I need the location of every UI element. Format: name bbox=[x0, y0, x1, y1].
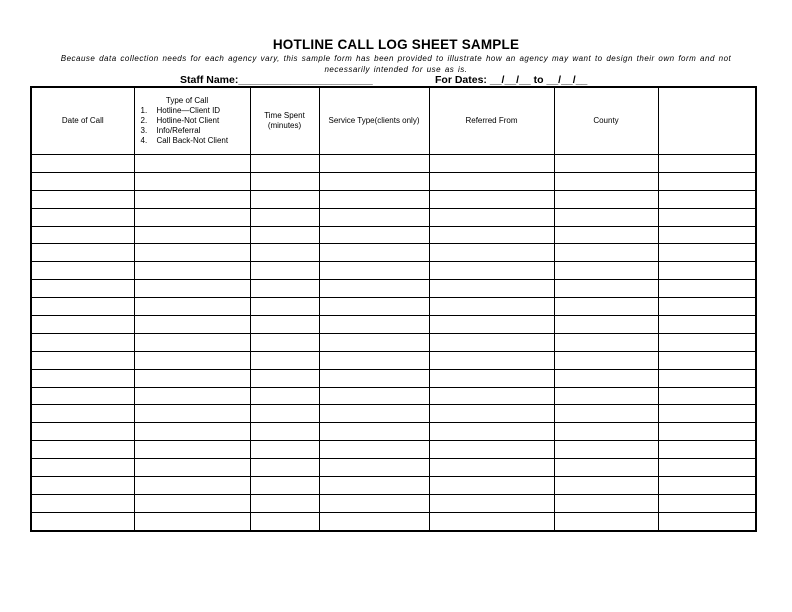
date-cell[interactable] bbox=[31, 172, 134, 190]
service-cell[interactable] bbox=[319, 441, 429, 459]
extra-cell[interactable] bbox=[658, 208, 756, 226]
county-cell[interactable] bbox=[554, 280, 658, 298]
time-cell[interactable] bbox=[250, 441, 319, 459]
extra-cell[interactable] bbox=[658, 190, 756, 208]
referred-cell[interactable] bbox=[429, 208, 554, 226]
type-cell[interactable] bbox=[134, 172, 250, 190]
date-cell[interactable] bbox=[31, 298, 134, 316]
date-cell[interactable] bbox=[31, 423, 134, 441]
referred-cell[interactable] bbox=[429, 477, 554, 495]
table-row bbox=[31, 387, 756, 405]
table-row bbox=[31, 351, 756, 369]
service-cell[interactable] bbox=[319, 459, 429, 477]
date-cell[interactable] bbox=[31, 262, 134, 280]
extra-cell[interactable] bbox=[658, 262, 756, 280]
service-cell[interactable] bbox=[319, 190, 429, 208]
county-cell[interactable] bbox=[554, 512, 658, 530]
type-cell[interactable] bbox=[134, 423, 250, 441]
service-cell[interactable] bbox=[319, 226, 429, 244]
extra-cell[interactable] bbox=[658, 244, 756, 262]
time-cell[interactable] bbox=[250, 459, 319, 477]
date-cell[interactable] bbox=[31, 351, 134, 369]
date-cell[interactable] bbox=[31, 369, 134, 387]
table-row bbox=[31, 155, 756, 173]
table-row bbox=[31, 298, 756, 316]
county-cell[interactable] bbox=[554, 441, 658, 459]
table-row bbox=[31, 494, 756, 512]
type-cell[interactable] bbox=[134, 298, 250, 316]
date-cell[interactable] bbox=[31, 316, 134, 334]
county-cell[interactable] bbox=[554, 351, 658, 369]
time-cell[interactable] bbox=[250, 494, 319, 512]
extra-cell[interactable] bbox=[658, 172, 756, 190]
extra-cell[interactable] bbox=[658, 351, 756, 369]
col-header-type bbox=[134, 87, 250, 155]
county-cell[interactable] bbox=[554, 226, 658, 244]
date-from-blank[interactable]: __/__/__ bbox=[489, 74, 531, 86]
date-cell[interactable] bbox=[31, 459, 134, 477]
type-cell[interactable] bbox=[134, 387, 250, 405]
referred-cell[interactable] bbox=[429, 244, 554, 262]
type-cell[interactable] bbox=[134, 369, 250, 387]
date-cell[interactable] bbox=[31, 512, 134, 530]
call-type-option: 3. Info/Referral bbox=[140, 126, 201, 135]
referred-cell[interactable] bbox=[429, 405, 554, 423]
extra-cell[interactable] bbox=[658, 477, 756, 495]
type-cell[interactable] bbox=[134, 262, 250, 280]
type-title: Type of Call bbox=[165, 96, 209, 105]
table-row bbox=[31, 226, 756, 244]
dates-label: For Dates: bbox=[435, 74, 487, 86]
date-range-field bbox=[435, 74, 587, 86]
type-cell[interactable] bbox=[134, 405, 250, 423]
col-header-county: County bbox=[554, 87, 658, 155]
staff-name-label: Staff Name: bbox=[180, 74, 239, 86]
table-row bbox=[31, 405, 756, 423]
time-cell[interactable] bbox=[250, 172, 319, 190]
table-row bbox=[31, 441, 756, 459]
referred-cell[interactable] bbox=[429, 351, 554, 369]
time-cell[interactable] bbox=[250, 423, 319, 441]
date-cell[interactable] bbox=[31, 494, 134, 512]
extra-cell[interactable] bbox=[658, 494, 756, 512]
time-cell[interactable] bbox=[250, 405, 319, 423]
service-cell[interactable] bbox=[319, 387, 429, 405]
time-cell[interactable] bbox=[250, 190, 319, 208]
time-cell[interactable] bbox=[250, 351, 319, 369]
type-cell[interactable] bbox=[134, 244, 250, 262]
county-cell[interactable] bbox=[554, 459, 658, 477]
date-cell[interactable] bbox=[31, 333, 134, 351]
table-row bbox=[31, 244, 756, 262]
type-cell[interactable] bbox=[134, 226, 250, 244]
service-cell[interactable] bbox=[319, 369, 429, 387]
county-cell[interactable] bbox=[554, 190, 658, 208]
county-cell[interactable] bbox=[554, 172, 658, 190]
referred-cell[interactable] bbox=[429, 172, 554, 190]
date-cell[interactable] bbox=[31, 208, 134, 226]
type-cell[interactable] bbox=[134, 333, 250, 351]
referred-cell[interactable] bbox=[429, 369, 554, 387]
county-cell[interactable] bbox=[554, 387, 658, 405]
table-row bbox=[31, 477, 756, 495]
extra-cell[interactable] bbox=[658, 423, 756, 441]
service-cell[interactable] bbox=[319, 262, 429, 280]
service-cell[interactable] bbox=[319, 333, 429, 351]
service-cell[interactable] bbox=[319, 351, 429, 369]
to-label: to bbox=[533, 74, 544, 86]
time-cell[interactable] bbox=[250, 280, 319, 298]
table-header-row bbox=[31, 87, 756, 155]
county-cell[interactable] bbox=[554, 208, 658, 226]
extra-cell[interactable] bbox=[658, 298, 756, 316]
type-cell[interactable] bbox=[134, 459, 250, 477]
type-cell[interactable] bbox=[134, 477, 250, 495]
table-row bbox=[31, 190, 756, 208]
county-cell[interactable] bbox=[554, 262, 658, 280]
referred-cell[interactable] bbox=[429, 298, 554, 316]
date-cell[interactable] bbox=[31, 477, 134, 495]
table-row bbox=[31, 512, 756, 530]
extra-cell[interactable] bbox=[658, 405, 756, 423]
extra-cell[interactable] bbox=[658, 459, 756, 477]
referred-cell[interactable] bbox=[429, 155, 554, 173]
time-cell[interactable] bbox=[250, 298, 319, 316]
time-cell[interactable] bbox=[250, 155, 319, 173]
service-cell[interactable] bbox=[319, 405, 429, 423]
date-cell[interactable] bbox=[31, 441, 134, 459]
time-cell[interactable] bbox=[250, 262, 319, 280]
referred-cell[interactable] bbox=[429, 494, 554, 512]
call-type-option: 4. Call Back-Not Client bbox=[140, 136, 229, 145]
county-cell[interactable] bbox=[554, 244, 658, 262]
time-cell[interactable] bbox=[250, 477, 319, 495]
date-to-blank[interactable]: __/__/__ bbox=[546, 74, 588, 86]
extra-cell[interactable] bbox=[658, 512, 756, 530]
type-cell[interactable] bbox=[134, 190, 250, 208]
table-row bbox=[31, 423, 756, 441]
service-cell[interactable] bbox=[319, 494, 429, 512]
time-cell[interactable] bbox=[250, 369, 319, 387]
staff-name-field bbox=[180, 74, 373, 86]
call-type-list bbox=[139, 106, 250, 146]
county-cell[interactable] bbox=[554, 155, 658, 173]
call-type-option: 2. Hotline-Not Client bbox=[140, 116, 220, 125]
service-cell[interactable] bbox=[319, 208, 429, 226]
log-body bbox=[31, 155, 756, 531]
time-cell[interactable] bbox=[250, 387, 319, 405]
table-row bbox=[31, 459, 756, 477]
time-cell[interactable] bbox=[250, 226, 319, 244]
table-row bbox=[31, 208, 756, 226]
county-cell[interactable] bbox=[554, 333, 658, 351]
referred-cell[interactable] bbox=[429, 441, 554, 459]
date-cell[interactable] bbox=[31, 226, 134, 244]
extra-cell[interactable] bbox=[658, 441, 756, 459]
referred-cell[interactable] bbox=[429, 333, 554, 351]
extra-cell[interactable] bbox=[658, 387, 756, 405]
extra-cell[interactable] bbox=[658, 369, 756, 387]
referred-cell[interactable] bbox=[429, 423, 554, 441]
time-cell[interactable] bbox=[250, 244, 319, 262]
type-cell[interactable] bbox=[134, 512, 250, 530]
extra-cell[interactable] bbox=[658, 226, 756, 244]
col-header-blank bbox=[658, 87, 756, 155]
referred-cell[interactable] bbox=[429, 226, 554, 244]
time-cell[interactable] bbox=[250, 333, 319, 351]
referred-cell[interactable] bbox=[429, 387, 554, 405]
county-cell[interactable] bbox=[554, 494, 658, 512]
date-cell[interactable] bbox=[31, 190, 134, 208]
col-header-referred-from: Referred From bbox=[429, 87, 554, 155]
referred-cell[interactable] bbox=[429, 459, 554, 477]
extra-cell[interactable] bbox=[658, 316, 756, 334]
date-cell[interactable] bbox=[31, 244, 134, 262]
type-cell[interactable] bbox=[134, 155, 250, 173]
referred-cell[interactable] bbox=[429, 262, 554, 280]
type-cell[interactable] bbox=[134, 316, 250, 334]
service-cell[interactable] bbox=[319, 244, 429, 262]
service-cell[interactable] bbox=[319, 280, 429, 298]
county-cell[interactable] bbox=[554, 369, 658, 387]
service-cell[interactable] bbox=[319, 155, 429, 173]
type-cell[interactable] bbox=[134, 280, 250, 298]
table-row bbox=[31, 316, 756, 334]
service-cell[interactable] bbox=[319, 477, 429, 495]
extra-cell[interactable] bbox=[658, 333, 756, 351]
date-cell[interactable] bbox=[31, 387, 134, 405]
referred-cell[interactable] bbox=[429, 316, 554, 334]
type-cell[interactable] bbox=[134, 208, 250, 226]
staff-name-blank[interactable]: _______________________ bbox=[238, 74, 373, 86]
form-disclaimer: Because data collection needs for each agency vary, this sample form has been provided to illustrate how an agency may want to design their own form and not necessarily intended for use as is. bbox=[60, 54, 732, 74]
service-cell[interactable] bbox=[319, 298, 429, 316]
call-type-option: 1. Hotline—Client ID bbox=[140, 106, 221, 115]
service-cell[interactable] bbox=[319, 316, 429, 334]
extra-cell[interactable] bbox=[658, 155, 756, 173]
referred-cell[interactable] bbox=[429, 190, 554, 208]
type-cell[interactable] bbox=[134, 441, 250, 459]
table-row bbox=[31, 333, 756, 351]
service-cell[interactable] bbox=[319, 512, 429, 530]
col-header-time-spent: Time Spent (minutes) bbox=[250, 87, 319, 155]
referred-cell[interactable] bbox=[429, 280, 554, 298]
county-cell[interactable] bbox=[554, 477, 658, 495]
referred-cell[interactable] bbox=[429, 512, 554, 530]
time-cell[interactable] bbox=[250, 316, 319, 334]
col-header-service-type: Service Type(clients only) bbox=[319, 87, 429, 155]
type-cell[interactable] bbox=[134, 494, 250, 512]
col-header-date: Date of Call bbox=[31, 87, 134, 155]
time-cell[interactable] bbox=[250, 512, 319, 530]
extra-cell[interactable] bbox=[658, 280, 756, 298]
table-row bbox=[31, 262, 756, 280]
date-cell[interactable] bbox=[31, 155, 134, 173]
county-cell[interactable] bbox=[554, 405, 658, 423]
county-cell[interactable] bbox=[554, 423, 658, 441]
service-cell[interactable] bbox=[319, 423, 429, 441]
county-cell[interactable] bbox=[554, 298, 658, 316]
type-cell[interactable] bbox=[134, 351, 250, 369]
page-title: HOTLINE CALL LOG SHEET SAMPLE bbox=[272, 37, 520, 52]
date-cell[interactable] bbox=[31, 405, 134, 423]
table-row bbox=[31, 172, 756, 190]
call-log-table bbox=[30, 86, 757, 532]
time-cell[interactable] bbox=[250, 208, 319, 226]
table-row bbox=[31, 369, 756, 387]
service-cell[interactable] bbox=[319, 172, 429, 190]
date-cell[interactable] bbox=[31, 280, 134, 298]
table-row bbox=[31, 280, 756, 298]
county-cell[interactable] bbox=[554, 316, 658, 334]
